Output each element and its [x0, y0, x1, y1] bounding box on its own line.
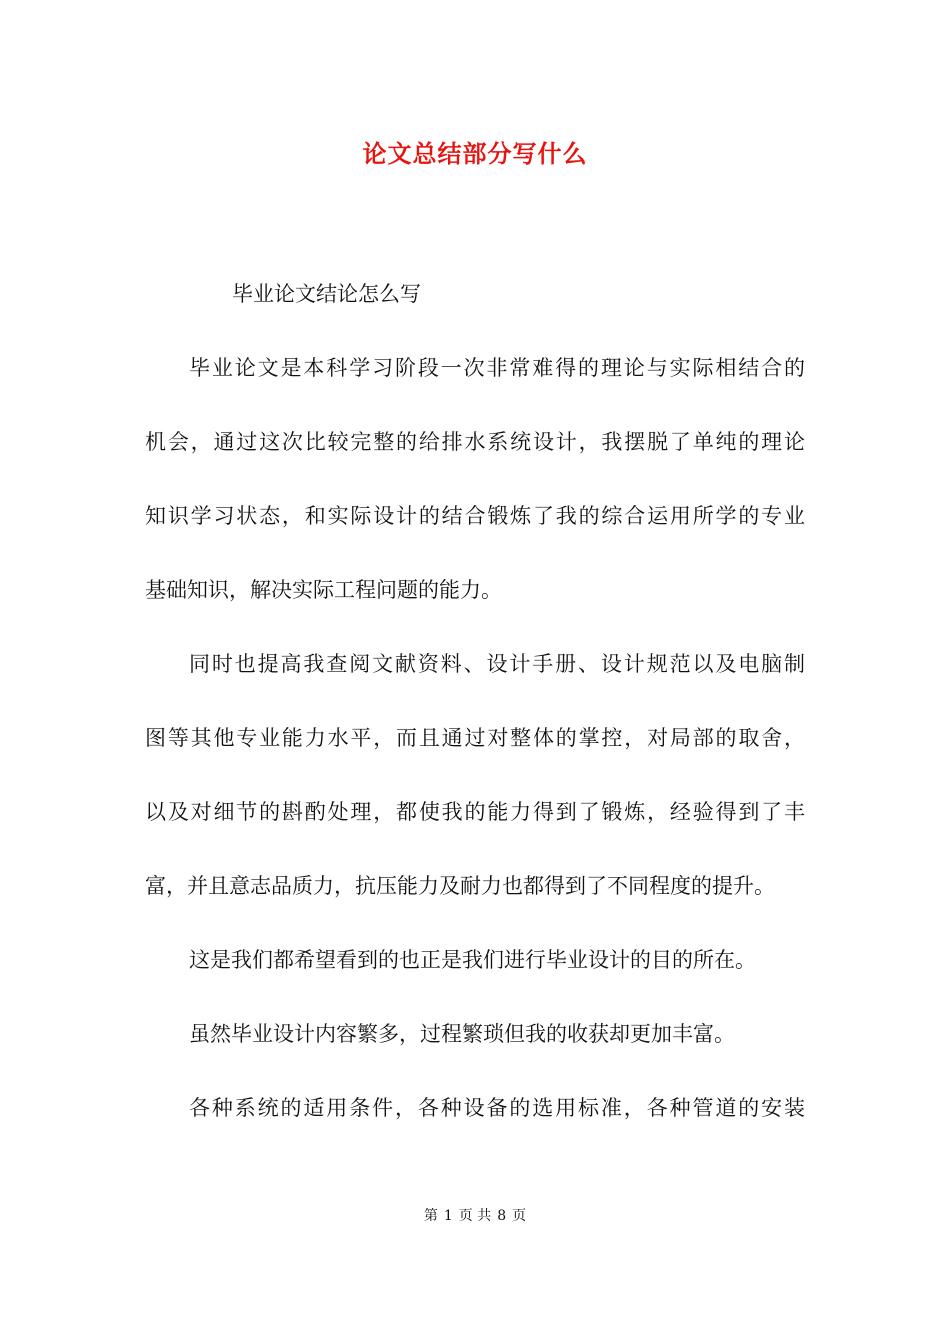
- paragraph-line: 机会，通过这次比较完整的给排水系统设计，我摆脱了单纯的理论: [145, 430, 805, 454]
- page-footer: [0, 1206, 950, 1226]
- paragraph-line: 虽然毕业设计内容繁多，过程繁琐但我的收获却更加丰富。: [189, 1022, 735, 1046]
- paragraph-line: 这是我们都希望看到的也正是我们进行毕业设计的目的所在。: [189, 948, 756, 972]
- paragraph-line: 基础知识，解决实际工程问题的能力。: [145, 578, 502, 602]
- paragraph-line: 毕业论文是本科学习阶段一次非常难得的理论与实际相结合的: [189, 356, 805, 380]
- footer-page-number: 1: [443, 1208, 453, 1224]
- paragraph-line: 知识学习状态，和实际设计的结合锻炼了我的综合运用所学的专业: [145, 504, 805, 528]
- paragraph-line: 各种系统的适用条件，各种设备的选用标准，各种管道的安装: [189, 1096, 805, 1120]
- footer-total-pages: 8: [497, 1208, 507, 1224]
- section-heading: 毕业论文结论怎么写: [232, 282, 421, 306]
- footer-middle: 页 共: [458, 1208, 492, 1224]
- paragraph-line: 以及对细节的斟酌处理，都使我的能力得到了锻炼，经验得到了丰: [145, 800, 805, 824]
- paragraph-line: 图等其他专业能力水平，而且通过对整体的掌控，对局部的取舍，: [145, 726, 805, 750]
- paragraph-line: 富，并且意志品质力，抗压能力及耐力也都得到了不同程度的提升。: [145, 874, 775, 898]
- footer-suffix: 页: [512, 1208, 527, 1224]
- document-title: 论文总结部分写什么: [362, 139, 588, 168]
- footer-prefix: 第: [423, 1208, 438, 1224]
- paragraph-line: 同时也提高我查阅文献资料、设计手册、设计规范以及电脑制: [189, 652, 805, 676]
